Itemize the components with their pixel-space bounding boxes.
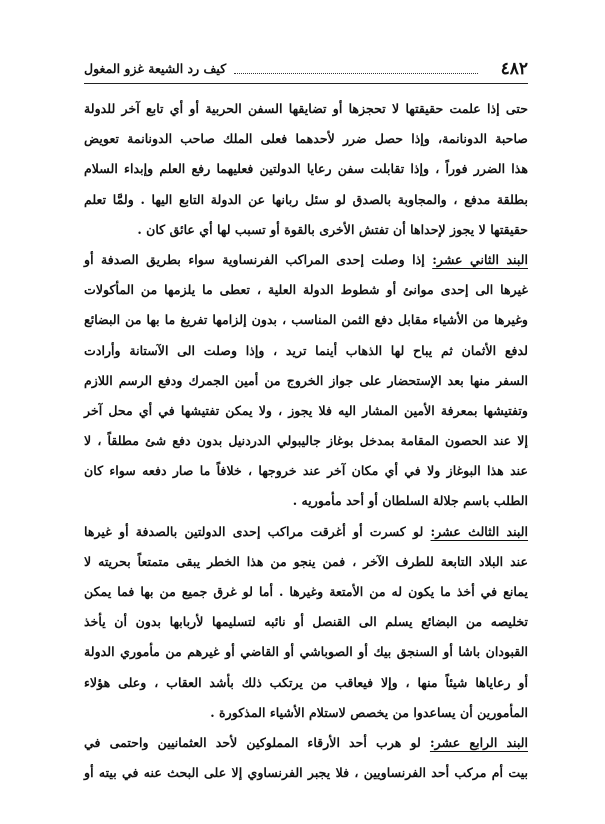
text-line: هذا الضرر فوراً ، وإذا تقابلت سفن رعايا الدولتين فعليهما رفع العلم وإبداء السلام xyxy=(84,161,528,177)
text-line: السفر منها بعد الإستحضار على جواز الخروج من أمين الجمرك ودفع الرسم اللازم xyxy=(84,372,528,388)
text-line: لدفع الأثمان ثم يباح لها الذهاب أينما تريد ، وإذا وصلت الى الآستانة وأرادت xyxy=(84,342,528,358)
text-line: بطلقة مدفع ، والمجاوبة بالصدق لو سئل ربانها عن الدولة التابع اليها . ولمَّا تعلم xyxy=(84,191,528,207)
text-line: الطلب باسم جلالة السلطان أو أحد مأموريه . xyxy=(292,493,528,509)
text-line: يمانع في أخذ ما يكون له من الأمتعة وغيرها . أما لو غرق جميع من بها فما يمكن xyxy=(84,584,528,599)
running-title: كيف رد الشيعة غزو المغول xyxy=(84,61,227,76)
article-heading: البند الرابع عشر: xyxy=(429,734,528,750)
text-line xyxy=(84,517,528,547)
text-line: تخليصه من البضائع يسلم الى القنصل أو نائبه لتسليمها لأربابها بدون أن يأخذ xyxy=(84,614,528,630)
header-rule xyxy=(84,83,528,84)
text-line: وغيرها من الأشياء مقابل دفع الثمن المناسب ، بدون إلزامها تفريغ ما بها من البضائع xyxy=(84,312,528,328)
body-text xyxy=(84,94,528,788)
text-line: بيت أم مركب أحد الفرنساويين ، فلا يجبر الفرنساوي إلا على البحث عنه في بيته أو xyxy=(84,765,528,781)
text-line xyxy=(84,728,528,758)
text-line: عند هذا البوغاز ولا في أي مكان آخر عند خروجها ، خلافاً ما صار دفعه سواء كان xyxy=(84,463,528,479)
page-number: ٤٨٢ xyxy=(500,59,528,79)
article-heading: البند الثاني عشر: xyxy=(432,251,528,267)
text-line: المأمورين أن يساعدوا من يخصص لاستلام الأشياء المذكورة . xyxy=(210,704,528,720)
article-12 xyxy=(84,245,528,517)
article-14 xyxy=(84,728,528,788)
paragraph-continuation xyxy=(84,94,528,245)
text-line xyxy=(84,245,528,275)
text-line: عند البلاد التابعة للطرف الآخر ، فمن ينجو من هذا الخطر يبقى متمتعاً بحريته لا xyxy=(84,553,528,569)
text-line: حتى إذا علمت حقيقتها لا تحجزها أو تضايقها السفن الحربية أو أي تابع آخر للدولة xyxy=(84,101,528,116)
article-13 xyxy=(84,517,528,728)
text-line: أو رعاياها شيئاً منها ، وإلا فيعاقب من يرتكب ذلك بأشد العقاب ، وعلى هؤلاء xyxy=(84,674,528,690)
header-dot-leader xyxy=(234,73,478,74)
text-line: القبودان باشا أو السنجق بيك أو الصوباشي أو القاضي أو غيرهم من مأموري الدولة xyxy=(84,644,528,660)
article-first-line: لو كسرت أو أغرقت مراكب إحدى الدولتين بالصدفة أو غيرها xyxy=(84,523,431,539)
text-line: حقيقتها لا يجوز لإحداها أن تفتش الأخرى بالقوة أو تسبب لها أي عائق كان . xyxy=(137,221,528,237)
text-line: غيرها الى إحدى موانئ أو شطوط الدولة العلية ، تعطى ما يلزمها من المأكولات xyxy=(84,282,528,298)
text-line: إلا عند الحصون المقامة بمدخل بوغاز جاليبولي الدردنيل بدون دفع شئ مطلقاً ، لا xyxy=(84,433,528,449)
article-heading: البند الثالث عشر: xyxy=(430,523,529,539)
page-header xyxy=(84,58,528,84)
text-line: وتفتيشها بمعرفة الأمين المشار اليه فلا يجوز ، ولا يمكن تفتيشها في أي محل آخر xyxy=(84,402,528,418)
article-first-line: إذا وصلت إحدى المراكب الفرنساوية سواء بطريق الصدفة أو xyxy=(84,251,433,267)
article-first-line: لو هرب أحد الأرقاء المملوكين لأحد العثمانيين واحتمى في xyxy=(84,734,430,750)
text-line: صاحبة الدونانمة، وإذا حصل ضرر لأحدهما فعلى الملك صاحب الدونانمة تعويض xyxy=(84,131,528,147)
